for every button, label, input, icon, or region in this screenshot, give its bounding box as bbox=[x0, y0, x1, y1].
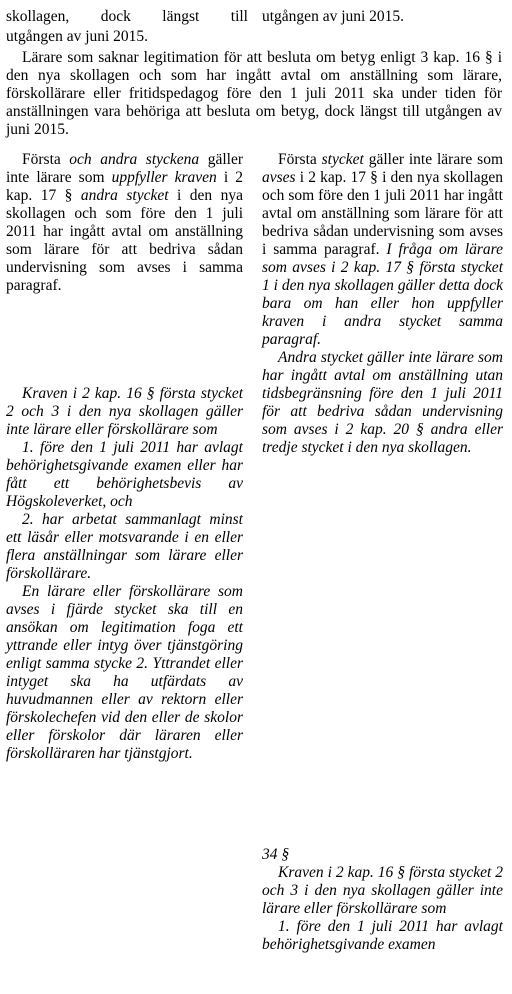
left-paragraph-4: 2. har arbetat sammanlagt minst ett läsår eller motsvarande i en eller flera anställningar som lärare eller förskollärare. bbox=[6, 511, 243, 582]
word: till bbox=[230, 8, 248, 25]
left-paragraph-5: En lärare eller förskollärare som avses i fjärde stycket ska till en ansökan om legitimation foga ett yttrande eller intyg över tjänstgöring enligt samma stycke 2. Yttrandet eller intyget ska ha utfärdats av huvudmannen eller av rektorn eller förskolechefen vid den eller de skolor eller förskolor där läraren eller förskolläraren har tjänstgjort. bbox=[6, 583, 243, 762]
word: längst bbox=[162, 8, 200, 25]
full-width-paragraph: Lärare som saknar legitimation för att besluta om betyg enligt 3 kap. 16 § i den nya skollagen och som har ingått avtal om anställning som lärare, förskollärare eller fritidspedagog före den 1 juli 2011 ska under tiden för anställningen vara behöriga att besluta om betyg, dock längst till utgången av juni 2015. bbox=[6, 49, 502, 138]
left-column-italic bbox=[6, 385, 243, 763]
left-paragraph-2: Kraven i 2 kap. 16 § första stycket 2 och 3 i den nya skollagen gäller inte lärare eller förskollärare som bbox=[6, 385, 243, 438]
section-heading-34: 34 § bbox=[262, 846, 290, 863]
top-right-fragment-1: utgången av juni 2015. bbox=[262, 8, 405, 25]
top-left-fragment-2: utgången av juni 2015. bbox=[6, 28, 149, 45]
right-column bbox=[262, 151, 503, 457]
word: dock bbox=[100, 8, 131, 25]
left-paragraph-3: 1. före den 1 juli 2011 har avlagt behörighetsgivande examen eller har fått ett behörighetsbevis av Högskoleverket, och bbox=[6, 439, 243, 510]
left-column bbox=[6, 151, 243, 295]
right-paragraph-4: 1. före den 1 juli 2011 har avlagt behörighetsgivande examen bbox=[262, 918, 503, 953]
left-paragraph-1: Första och andra styckena gäller inte lärare som uppfyller kraven i 2 kap. 17 § andra stycket i den nya skollagen och som före den 1 juli 2011 har ingått avtal om anställning som lärare för att bedriva sådan undervisning som avses i samma paragraf. bbox=[6, 151, 243, 294]
right-paragraph-3: Kraven i 2 kap. 16 § första stycket 2 och 3 i den nya skollagen gäller inte lärare eller förskollärare som bbox=[262, 864, 503, 917]
right-column-section-34 bbox=[262, 846, 503, 954]
top-left-fragment-1 bbox=[6, 8, 248, 26]
right-paragraph-2: Andra stycket gäller inte lärare som har ingått avtal om anställning utan tidsbegränsning före den 1 juli 2011 för att bedriva sådan undervisning som avses i 2 kap. 20 § andra eller tredje stycket i den nya skollagen. bbox=[262, 349, 503, 456]
word: skollagen, bbox=[6, 8, 70, 25]
right-paragraph-1: Första stycket gäller inte lärare som avses i 2 kap. 17 § i den nya skollagen och som före den 1 juli 2011 har ingått avtal om anställning som lärare för att bedriva sådan undervisning som avses i samma paragraf. I fråga om lärare som avses i 2 kap. 17 § första stycket 1 i den nya skollagen gäller detta dock bara om han eller hon uppfyller kraven i andra stycket samma paragraf. bbox=[262, 151, 503, 348]
